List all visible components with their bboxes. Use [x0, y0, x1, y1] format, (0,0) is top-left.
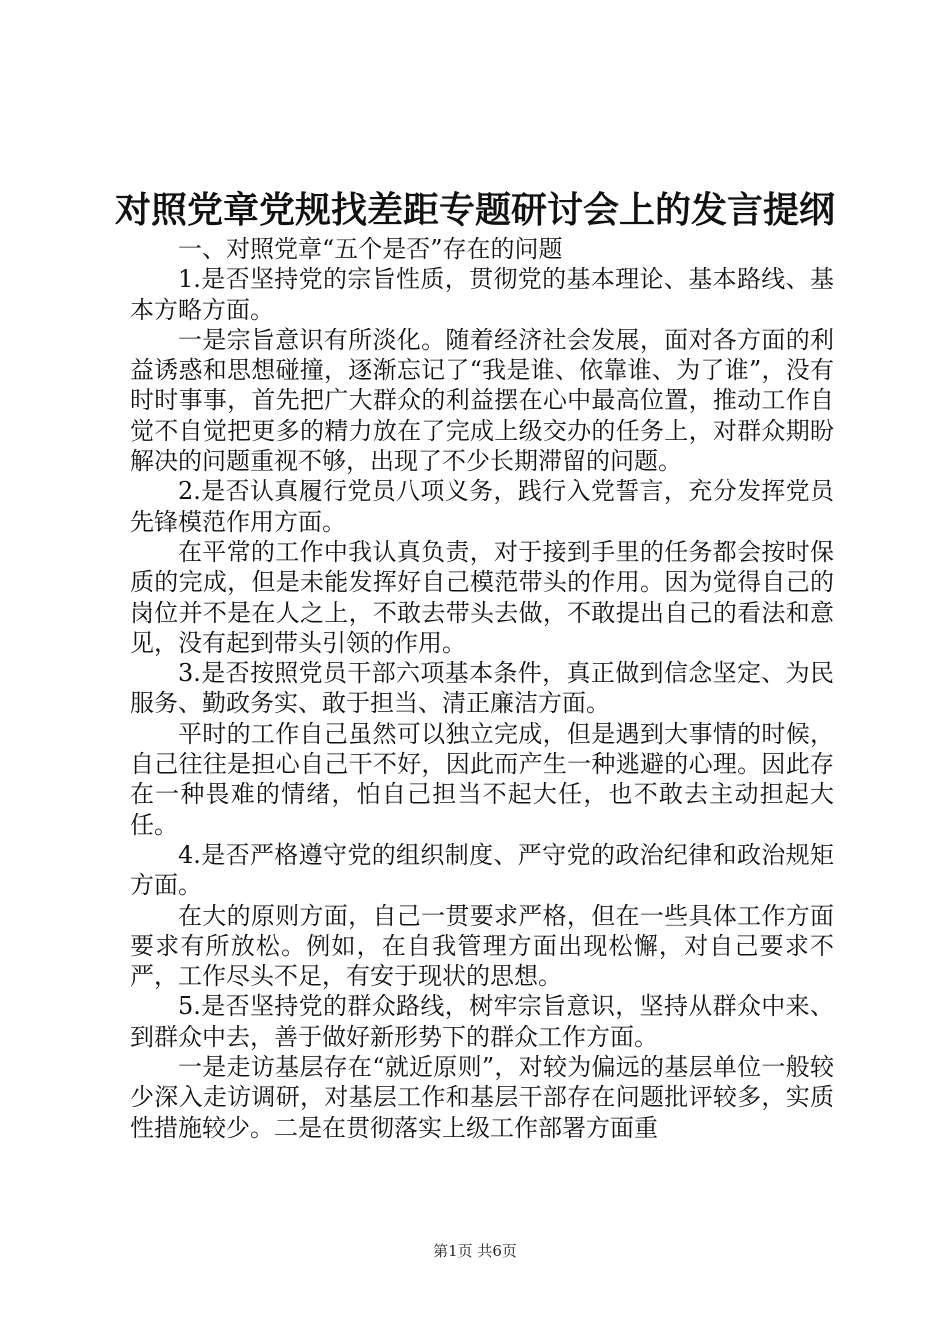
question-2: 2.是否认真履行党员八项义务，践行入党誓言，充分发挥党员先锋模范作用方面。	[130, 477, 834, 536]
page-footer: 第1页 共6页	[433, 1242, 517, 1260]
document-body	[130, 234, 834, 1143]
answer-3: 平时的工作自己虽然可以独立完成，但是遇到大事情的时候，自己往往是担心自己干不好，因此而产生一种逃避的心理。因此存在一种畏难的情绪，怕自己担当不起大任，也不敢去主动担起大任。	[130, 719, 834, 839]
question-4: 4.是否严格遵守党的组织制度、严守党的政治纪律和政治规矩方面。	[130, 840, 834, 900]
question-1: 1.是否坚持党的宗旨性质，贯彻党的基本理论、基本路线、基本方略方面。	[130, 265, 834, 324]
section-heading: 一、对照党章“五个是否”存在的问题	[178, 235, 563, 263]
question-3: 3.是否按照党员干部六项基本条件，真正做到信念坚定、为民服务、勤政务实、敢于担当、清正廉洁方面。	[130, 659, 834, 718]
answer-5: 一是走访基层存在“就近原则”，对较为偏远的基层单位一般较少深入走访调研，对基层工作和基层干部存在问题批评较多，实质性措施较少。二是在贯彻落实上级工作部署方面重	[130, 1053, 834, 1142]
answer-2: 在平常的工作中我认真负责，对于接到手里的任务都会按时保质的完成，但是未能发挥好自己模范带头的作用。因为觉得自己的岗位并不是在人之上，不敢去带头去做，不敢提出自己的看法和意见，没有起到带头引领的作用。	[130, 537, 834, 657]
question-5: 5.是否坚持党的群众路线，树牢宗旨意识，坚持从群众中来、到群众中去，善于做好新形势下的群众工作方面。	[130, 992, 834, 1051]
document-title: 对照党章党规找差距专题研讨会上的发言提纲	[114, 189, 835, 231]
answer-4: 在大的原则方面，自己一贯要求严格，但在一些具体工作方面要求有所放松。例如，在自我管理方面出现松懈，对自己要求不严，工作尽头不足，有安于现状的思想。	[130, 901, 834, 991]
answer-1: 一是宗旨意识有所淡化。随着经济社会发展，面对各方面的利益诱惑和思想碰撞，逐渐忘记了“我是谁、依靠谁、为了谁”，没有时时事事，首先把广大群众的利益摆在心中最高位置，推动工作自觉不自觉把更多的精力放在了完成上级交办的任务上，对群众期盼解决的问题重视不够，出现了不少长期滞留的问题。	[130, 325, 834, 476]
